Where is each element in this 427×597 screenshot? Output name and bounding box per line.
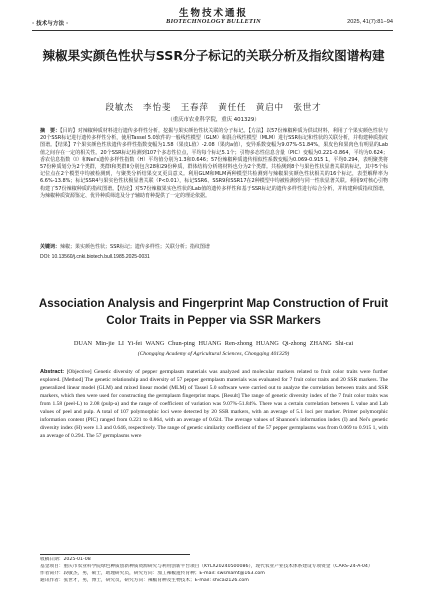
- doi: DOI: 10.13560/j.cnki.biotech.bull.1985.2025-0031: [40, 254, 150, 260]
- footnotes: [40, 557, 400, 585]
- footnote-corresponding: 通讯作者：张世才，男，博士，研究员，研究方向：辣椒育种及生物技术；E-mail: shicaiz126.com: [40, 577, 249, 583]
- issue-info: 2025, 41(7):81−94: [347, 19, 393, 25]
- title-en: Association Analysis and Fingerprint Map Construction of Fruit Color Traits in Pepper via SSR Markers: [38, 297, 389, 327]
- footnote-rule: [40, 554, 190, 555]
- footnote-author: 作者简介：段敏杰，男，硕士，助理研究员，研究方向：加工辣椒遗传育种；E-mail: swsmamt@163.com: [40, 570, 265, 576]
- journal-name-cn: 生物技术通报: [178, 8, 248, 19]
- abstract-en-text: [Objective] Genetic diversity of pepper germplasm materials was analyzed and molecular markers related to fruit color traits were further explored. [Method] The genetic relationship and diversity of 57 pepper germplasm materials was evaluated for 7 fruit color traits and 20 SSR markers. The generalized linear model (GLM) and mixed linear model (MLM) of Tassel 5.0 software were carried out to analyze the correlation between traits and SSR markers, which then were used for constructing the germplasm fingerprint maps. [Result] The range of genetic diversity index of the 7 fruit color traits was from 1.58 (peel-L) to 2.08 (pulp-a) and the range of coefficient of variation was 9.07%-51.84%. There was a certain correlation between L value and Lab values of peel and pulp. A total of 107 polymorphic loci were detected by 20 SSR markers, with an average of 5.1 loci per marker. Primer polymorphic information content (PIC) ranged from 0.221 to 0.864, with an average of 0.624. The average values of Shannon's information index (I) and Nei's genetic diversity index (H) were 1.3 and 0.646, respectively. The range of genetic similarity coefficient of the 57 pepper germplasms was from 0.069 to 0.915 1, with an average of 0.294. The 57 germplasms were: [40, 369, 388, 439]
- abstract-cn-text: 【目的】对辣椒种质材料进行遗传多样性分析，挖掘与果实颜色性状关联的分子标记。【方法】以57份辣椒种质为供试材料，利用了个果实颜色性状与20个SSR标记进行遗传多样性分析，使用Tassel 5.0软件的一般线性模型（GLM）和混合线性模型（MLM）进行SSR标记和性状的关联分析，并构建种质指纹图谱。【结果】7个果实颜色性状遗传多样性指数变幅为1.58（果皮L值）-2.08（果肉a值），变异系数变幅为9.07%-51.84%，果皮色和果肉色有明显的Lab值之间存在一定的相关性。20个SSR标记检测到107个多态性位点，平均每个标记5.1个；引物多态性信息含量（PIC）变幅为0.221-0.864，平均为0.624；香农信息指数（I）和Nei's遗传多样性指数（H）平均值分别为1.3和0.646；57份辣椒种质遗传相似性系数变幅为0.069-0.915 1，平均0.294，表明聚类将57份种质划分为2个类群，类群I和类群II分别包含28和29份种质，群体结构分析将材料也分为2个类群。共检测到8个与果色性状显著关联的标记，其中5个标记位点在2个模型中均被检测到，与聚类分析结果交叉更具意义。利用GLM和MLM两种模型共检测到与辣椒果实颜色性状相关的16个标记，表型解释率为6.6%-13.8%；标记SSR4与果实色性状极显著关联（P<0.01），标记SSR6、SSR9和SSR17在2种模型中均被检测到与同一性状显著关联。利用9对核心引物构建了57份辣椒种质的指纹图谱。【结论】对57份辣椒果实色性状的Lab值的遗传多样性和基于SSR标记的遗传多样性进行综合分析，并构建种质指纹图谱，为辣椒种质资源鉴定、优异种质筛选及分子辅助育种提供了一定的理论依据。: [40, 128, 388, 199]
- affiliation-cn: （重庆市农业科学院，重庆 401329）: [167, 117, 260, 123]
- header-rule: [32, 30, 393, 31]
- authors-cn: 段敏杰 李怡斐 王春萍 黄任任 黄启中 张世才: [105, 103, 322, 113]
- authors-en: DUAN Min-jie LI Yi-fei WANG Chun-ping HUANG Ren-zhong HUANG Qi-zhong ZHANG Shi-cai: [73, 340, 354, 347]
- abstract-cn-label: 摘 要：: [40, 128, 61, 134]
- abstract-en: [40, 369, 388, 441]
- affiliation-en: (Chongqing Academy of Agricultural Sciences, Chongqing 401329): [137, 351, 290, 357]
- keywords-cn-label: 关键词：: [40, 244, 61, 250]
- footnote-received: 收稿日期：2025-01-08: [40, 557, 91, 562]
- footnote-funding: 基金项目：重庆市农业科学院绿色种质创新种质资源研究与利用创新平台项目（KYLX20240500086），现代农业产业技术体系建设专项资金（CARS-24-A-04）: [40, 563, 373, 569]
- abstract-en-label: Abstract:: [40, 369, 65, 375]
- journal-name-en: BIOTECHNOLOGY BULLETIN: [166, 18, 261, 25]
- title-cn: 辣椒果实颜色性状与SSR分子标记的关联分析及指纹图谱构建: [42, 48, 385, 63]
- abstract-cn: [40, 128, 388, 200]
- section-label: · 技术与方法 ·: [32, 21, 69, 27]
- keywords-cn-text: 辣椒；果实颜色性状；SSR标记；遗传多样性；关联分析；指纹图谱: [60, 244, 210, 250]
- keywords-cn: [40, 244, 388, 251]
- running-header: [0, 17, 427, 29]
